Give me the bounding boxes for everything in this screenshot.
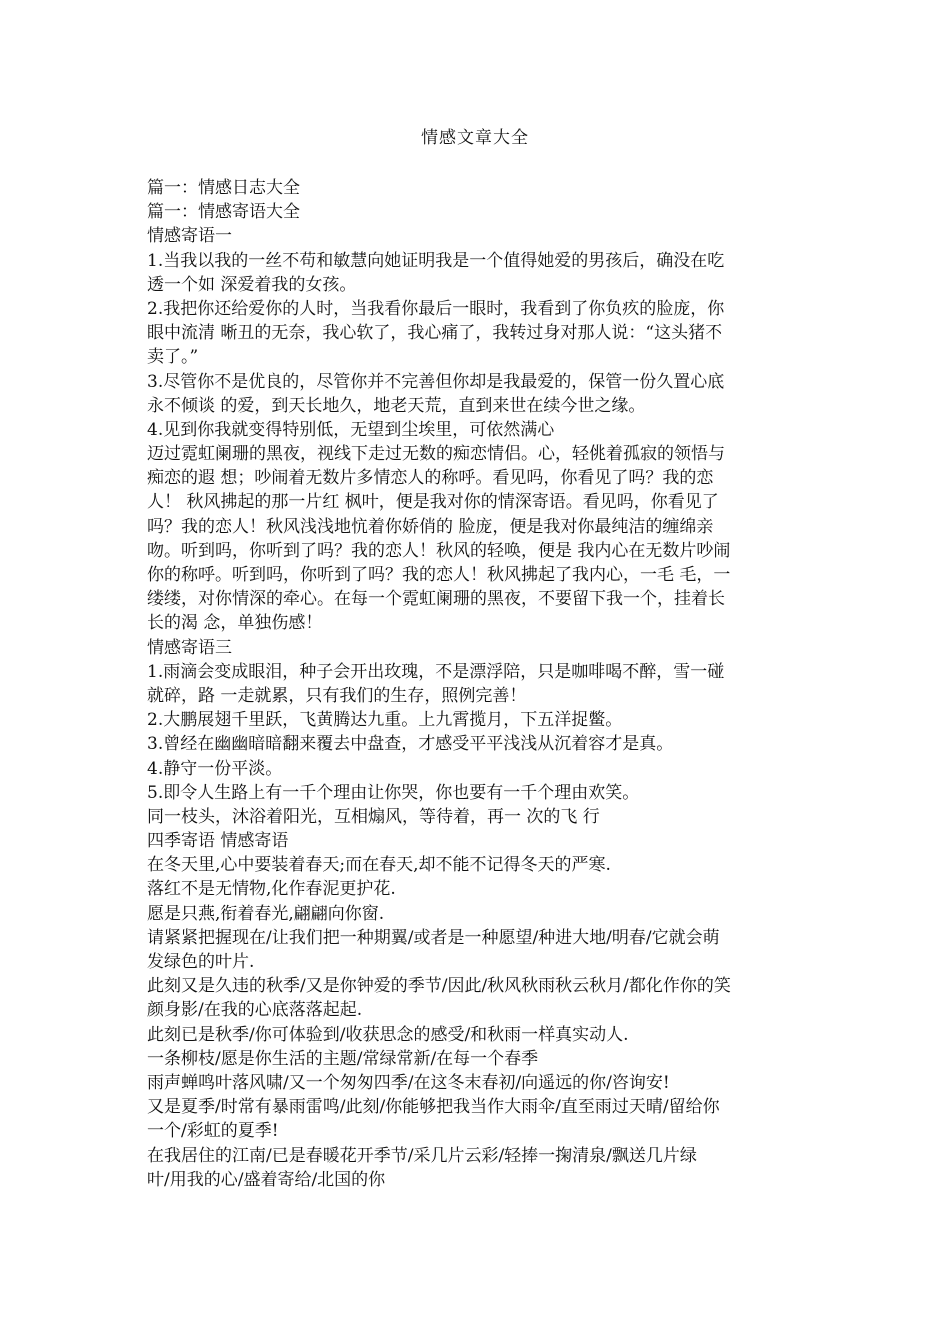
text-line: 此刻又是久违的秋季/又是你钟爱的季节/因此/秋风秋雨秋云秋月/都化作你的笑: [147, 976, 731, 997]
text-line: 同一枝头，沐浴着阳光，互相煽风，等待着，再一 次的飞 行: [147, 806, 600, 827]
text-line: 迈过霓虹阑珊的黑夜，视线下走过无数的痴恋情侣。心，轻佻着孤寂的领悟与: [147, 444, 725, 465]
text-line: 此刻已是秋季/你可体验到/收获思念的感受/和秋雨一样真实动人.: [147, 1024, 629, 1045]
text-line: 你的称呼。听到吗，你听到了吗？我的恋人！秋风拂起了我内心，一毛 毛，一: [147, 565, 731, 585]
text-line: 落红不是无情物,化作春泥更护花.: [147, 879, 396, 900]
text-line: 情感寄语一: [147, 226, 232, 247]
text-line: 痴恋的遐 想；吵闹着无数片多情恋人的称呼。看见吗，你看见了吗？我的恋: [147, 468, 714, 489]
text-line: 吗？我的恋人！秋风浅浅地忼着你娇俏的 脸庞，便是我对你最纯洁的缠绵亲: [147, 516, 714, 537]
text-line: 请紧紧把握现在/让我们把一种期翼/或者是一种愿望/种进大地/明春/它就会萌: [147, 927, 720, 948]
text-line: 眼中流清 晰丑的无奈，我心软了，我心痛了，我转过身对那人说：“这头猪不: [147, 323, 723, 344]
text-line: 1.当我以我的一丝不苟和敏慧向她证明我是一个值得她爱的男孩后，确没在吃: [147, 250, 725, 271]
text-line: 透一个如 深爱着我的女孩。: [147, 274, 357, 295]
text-line: 缕缕，对你情深的牵心。在每一个霓虹阑珊的黑夜，不要留下我一个，挂着长: [147, 589, 725, 610]
text-line: 篇一：情感寄语大全: [147, 202, 300, 223]
text-line: 2.大鹏展翅千里跃，飞黄腾达九重。上九霄揽月，下五洋捉鳖。: [147, 710, 623, 731]
text-line: 一条柳枝/愿是你生活的主题/常绿常新/在每一个春季: [147, 1048, 539, 1069]
text-line: 篇一：情感日志大全: [147, 178, 300, 198]
text-line: 又是夏季/时常有暴雨雷鸣/此刻/你能够把我当作大雨伞/直至雨过天晴/留给你: [147, 1097, 720, 1118]
document-body: [147, 176, 807, 1192]
document-title: 情感文章大全: [421, 128, 529, 148]
text-line: 在我居住的江南/已是春暖花开季节/采几片云彩/轻捧一掬清泉/飘送几片绿: [147, 1145, 697, 1166]
text-line: 4.静守一份平淡。: [147, 758, 283, 779]
text-line: 人！ 秋风拂起的那一片红 枫叶，便是我对你的情深寄语。看见吗，你看见了: [147, 492, 719, 513]
text-line: 吻。听到吗，你听到了吗？我的恋人！秋风的轻唤，便是 我内心在无数片吵闹: [147, 540, 731, 561]
text-line: 永不倾谈 的爱，到天长地久，地老天荒，直到来世在续今世之缘。: [147, 395, 646, 416]
text-line: 5.即令人生路上有一千个理由让你哭，你也要有一千个理由欢笑。: [147, 782, 640, 803]
text-line: 2.我把你还给爱你的人时，当我看你最后一眼时，我看到了你负疚的脸庞，你: [147, 298, 725, 319]
text-line: 颜身影/在我的心底落落起起.: [147, 1000, 363, 1021]
text-line: 在冬天里,心中要装着春天;而在春天,却不能不记得冬天的严寒.: [147, 855, 611, 876]
text-line: 情感寄语三: [147, 637, 232, 658]
text-line: 愿是只燕,衔着春光,翩翩向你窗.: [147, 903, 385, 924]
text-line: 就碎，路 一走就累，只有我们的生存，照例完善！: [147, 685, 527, 706]
text-line: 四季寄语 情感寄语: [147, 831, 289, 852]
text-line: 1.雨滴会变成眼泪，种子会开出玫瑰，不是漂浮陪，只是咖啡喝不醉，雪一碰: [147, 661, 725, 682]
text-line: 卖了。”: [147, 347, 199, 368]
text-line: 叶/用我的心/盛着寄给/北国的你: [147, 1169, 386, 1190]
text-line: 一个/彩虹的夏季!: [147, 1121, 279, 1142]
text-line: 3.曾经在幽幽暗暗翻来覆去中盘查，才感受平平浅浅从沉着容才是真。: [147, 734, 674, 755]
text-line: 长的渴 念，单独伤感！: [147, 613, 323, 634]
text-line: 3.尽管你不是优良的，尽管你并不完善但你却是我最爱的，保管一份久置心底: [147, 371, 725, 392]
text-line: 4.见到你我就变得特别低，无望到尘埃里，可依然满心: [147, 419, 555, 440]
text-line: 雨声蝉鸣叶落风啸/又一个匆匆四季/在这冬末春初/向遥远的你/咨询安!: [147, 1072, 670, 1093]
text-line: 发绿色的叶片.: [147, 952, 255, 972]
